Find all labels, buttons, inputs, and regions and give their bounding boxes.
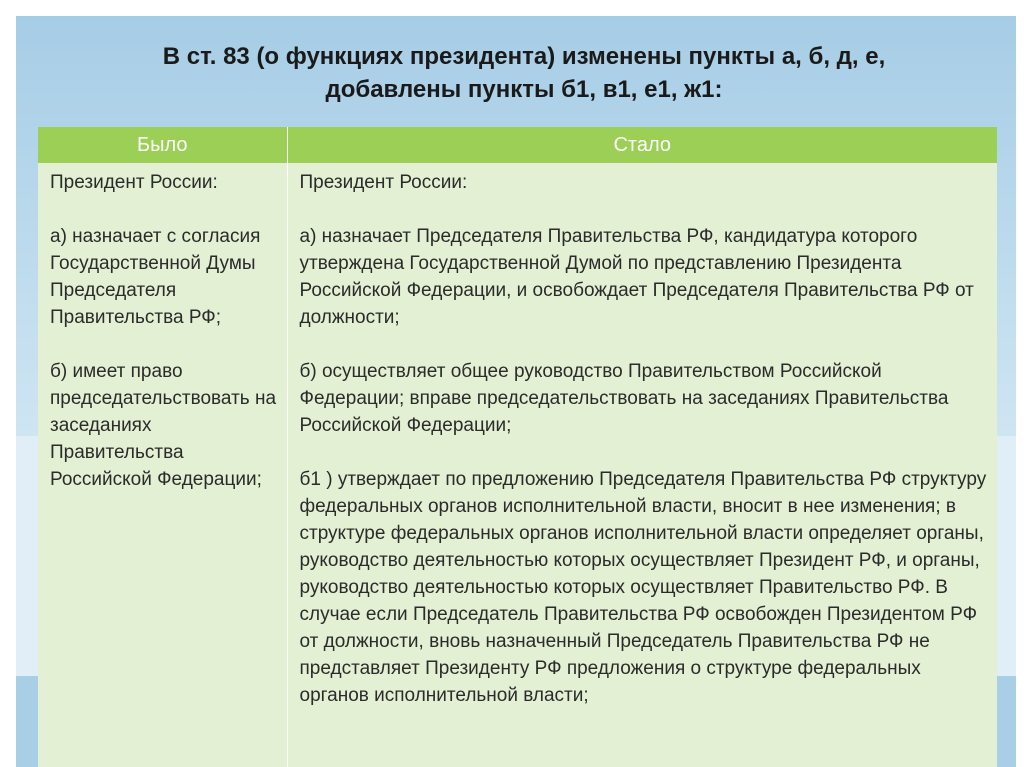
header-before: Было: [38, 127, 287, 163]
after-item-b1: б1 ) утверждает по предложению Председателя Правительства РФ структуру федеральных органов исполнительной власти, вносит в нее изменения; в структуре федеральных органов исполнительной власти определяет органы, руководство деятельностью которых осуществляет Президент РФ, и органы, руководство деятельностью которых осуществляет Правительство РФ. В случае если Председатель Правительства РФ освобожден Президентом РФ от должности, вновь назначенный Председатель Правительства РФ не представляет Президенту РФ предложения о структуре федеральных органов исполнительной власти;: [299, 469, 987, 706]
header-after: Стало: [287, 127, 997, 163]
slide-title-line-2: добавлены пункты б1, в1, е1, ж1:: [325, 76, 723, 103]
after-item-a: а) назначает Председателя Правительства РФ, кандидатура которого утверждена Государственной Думой по представлению Президента Российской Федерации, и освобождает Председателя Правительства РФ от должности;: [299, 226, 974, 328]
table-row: [38, 163, 997, 767]
table-header-row: [38, 127, 997, 163]
comparison-table: [38, 127, 997, 767]
cell-after: [287, 163, 997, 767]
after-item-b: б) осуществляет общее руководство Правительством Российской Федерации; вправе председательствовать на заседаниях Правительства Российской Федерации;: [299, 361, 949, 436]
cell-before: [38, 163, 287, 767]
slide-title: [24, 40, 1024, 106]
before-item-b: б) имеет право председательствовать на заседаниях Правительства Российской Федерации;: [50, 361, 277, 490]
slide-title-line-1: В ст. 83 (о функциях президента) изменены пункты а, б, д, е,: [162, 43, 886, 70]
before-item-a: а) назначает с согласия Государственной Думы Председателя Правительства РФ;: [50, 226, 261, 328]
before-intro: Президент России:: [50, 172, 218, 193]
after-intro: Президент России:: [299, 172, 468, 193]
